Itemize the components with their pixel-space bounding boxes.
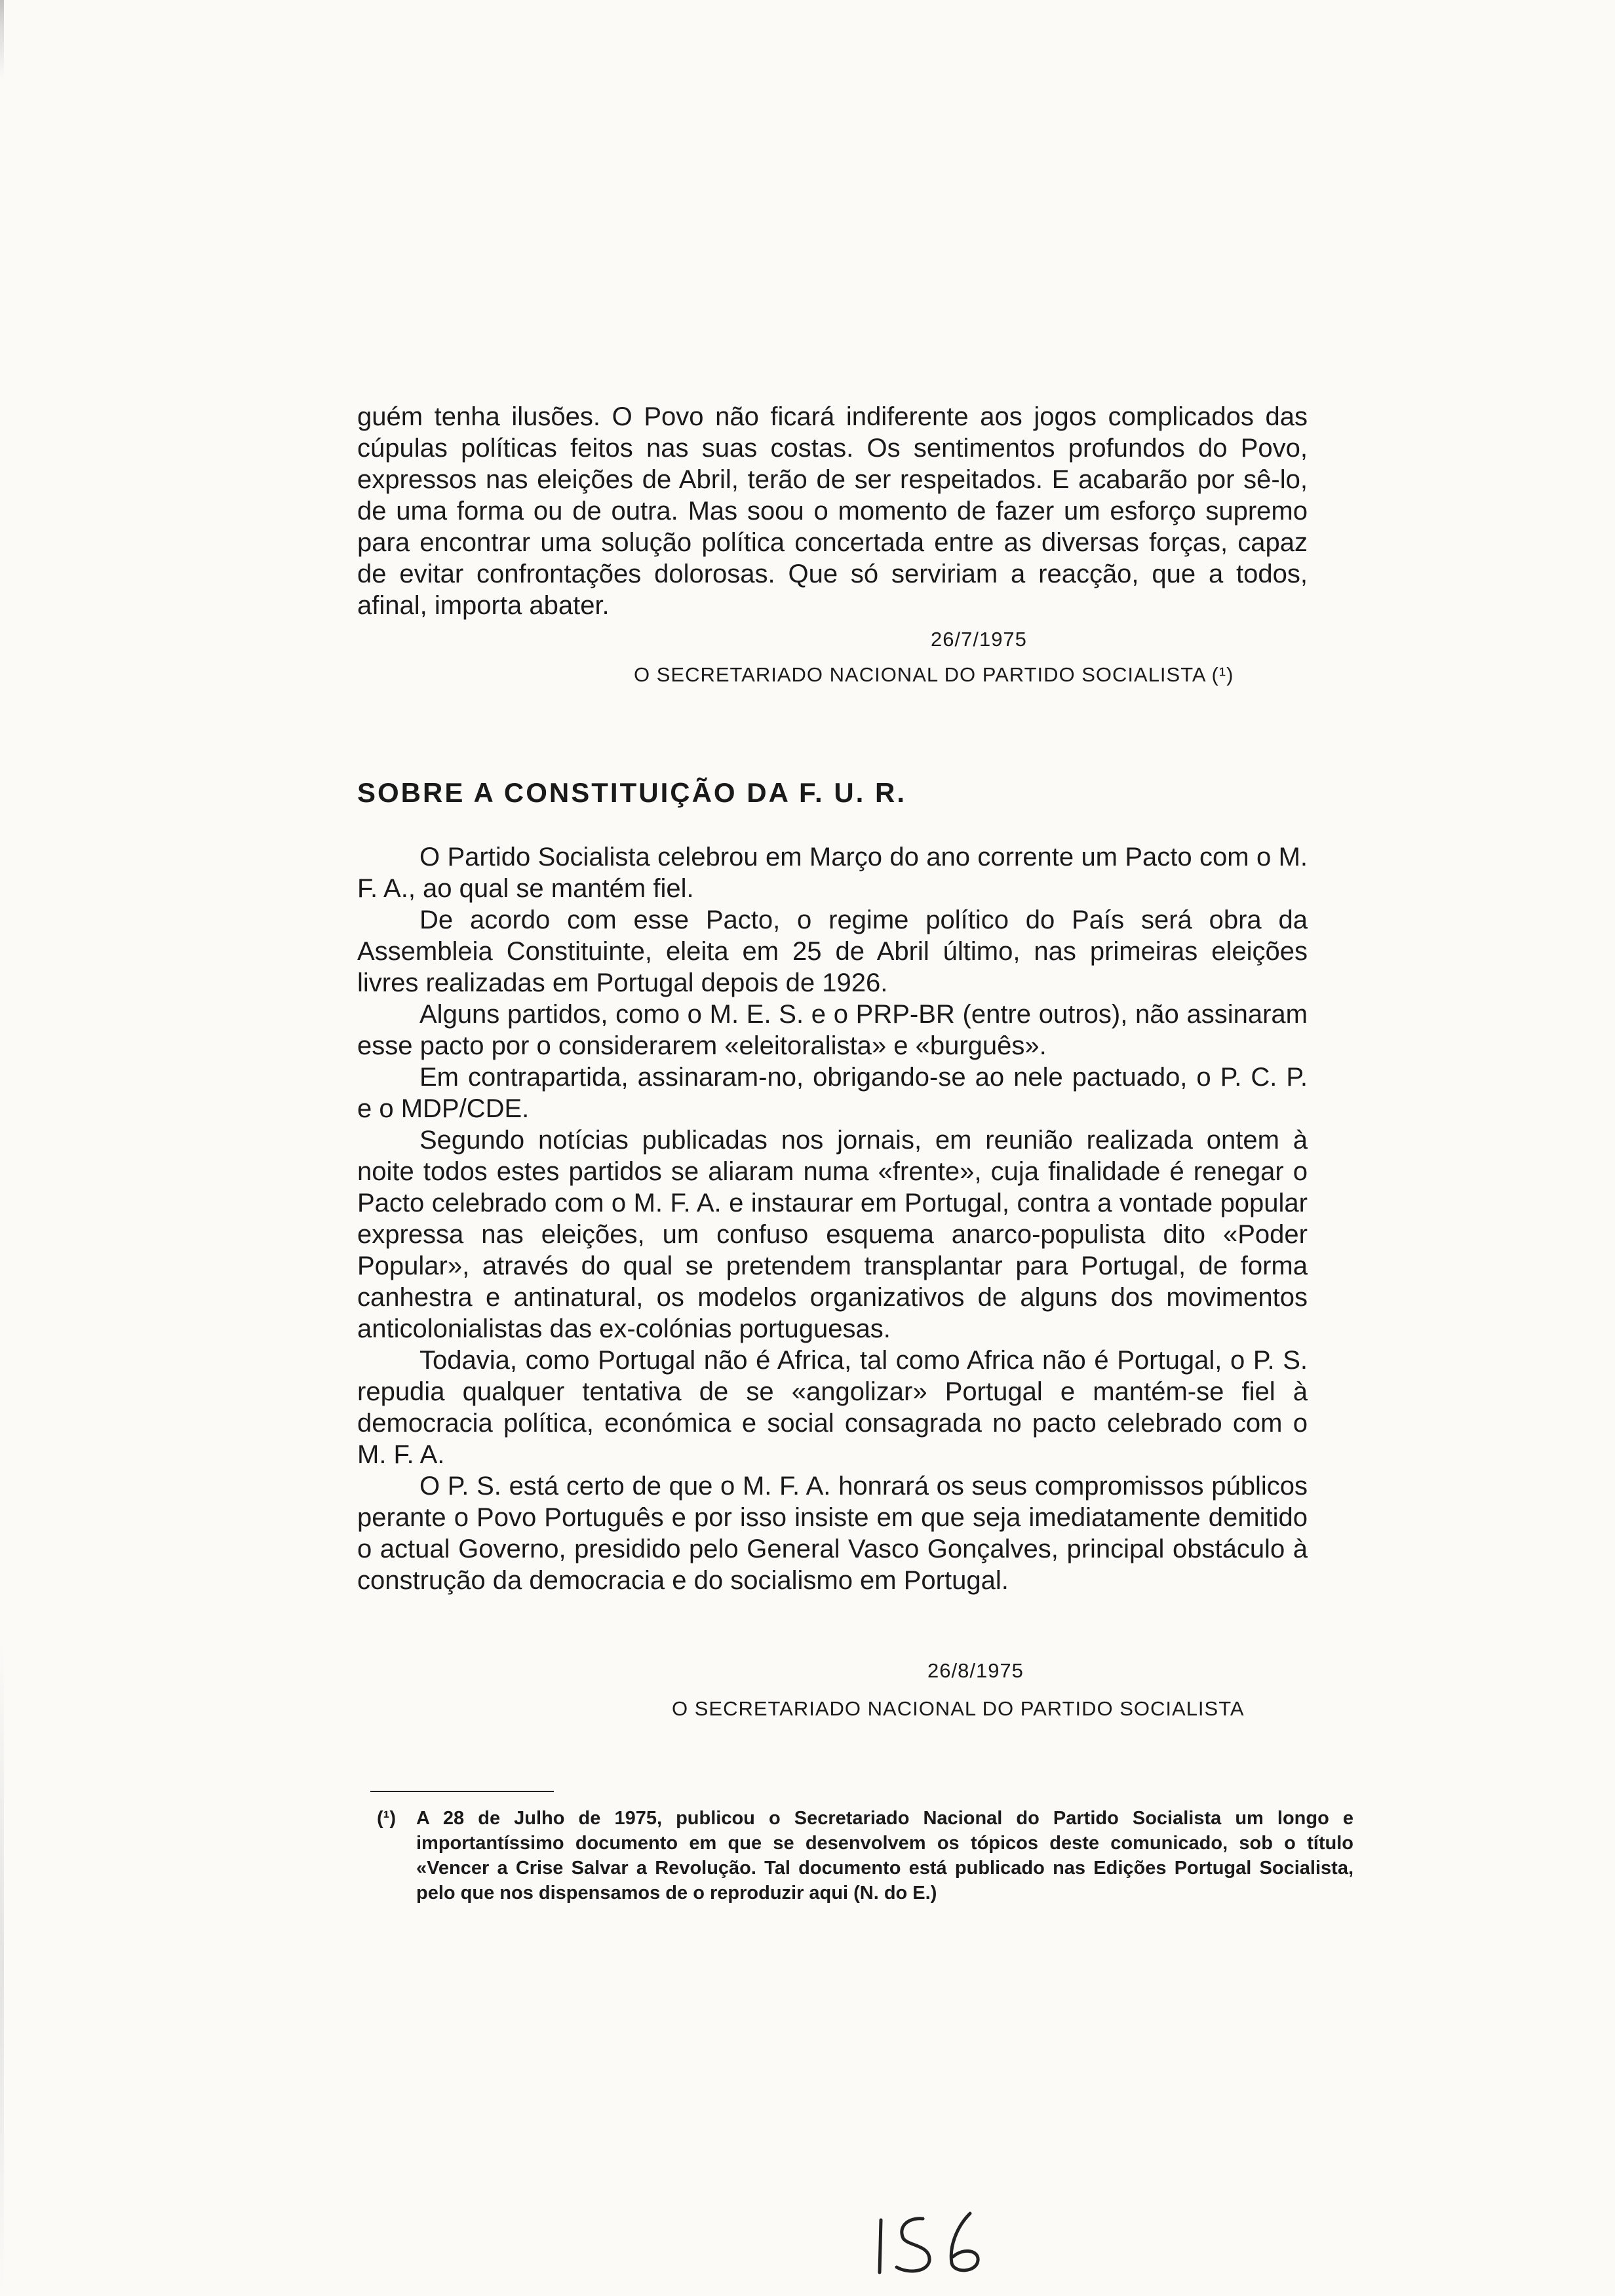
continuation-paragraph-block <box>357 401 1308 621</box>
footnote-text: A 28 de Julho de 1975, publicou o Secretariado Nacional do Partido Socialista um longo e importantíssimo documento em que se desenvolvem os tópicos deste comunicado, sob o título «Vencer a Crise Salvar a Revolução. Tal documento está publicado nas Edições Portugal Socialista, pelo que nos dispensamos de o reproduzir aqui (N. do E.) <box>416 1808 1353 1904</box>
body-paragraph: Segundo notícias publicadas nos jornais, em reunião realizada ontem à noite todos estes partidos se aliaram numa «frente», cuja finalidade é renegar o Pacto celebrado com o M. F. A. e instaurar em Portugal, contra a vontade popular expressa nas eleições, um confuso esquema anarco-populista dito «Poder Popular», através do qual se pretendem transplantar para Portugal, de forma canhestra e antinatural, os modelos organizativos de alguns dos movimentos anticolonialistas das ex-colónias portuguesas. <box>357 1126 1308 1343</box>
body-paragraph: O Partido Socialista celebrou em Março do ano corrente um Pacto com o M. F. A., ao qual se mantém fiel. <box>357 843 1308 903</box>
body-paragraph: De acordo com esse Pacto, o regime político do País será obra da Assembleia Constituinte, eleita em 25 de Abril último, nas primeiras eleições livres realizadas em Portugal depois de 1926. <box>357 906 1308 997</box>
section-heading: SOBRE A CONSTITUIÇÃO DA F. U. R. <box>357 777 907 808</box>
signature-signatory-1: O SECRETARIADO NACIONAL DO PARTIDO SOCIALISTA (¹) <box>634 663 1234 686</box>
signature-date-2: 26/8/1975 <box>927 1659 1024 1682</box>
footnote-divider <box>370 1791 554 1792</box>
footnote-marker: (¹) <box>377 1808 396 1829</box>
scan-edge-shadow <box>0 0 4 2296</box>
footnote <box>377 1806 1353 1905</box>
body-paragraph: Todavia, como Portugal não é Africa, tal como Africa não é Portugal, o P. S. repudia qualquer tentativa de se «angolizar» Portugal e mantém-se fiel à democracia política, económica e social consagrada no pacto celebrado com o M. F. A. <box>357 1346 1308 1469</box>
body-paragraph: O P. S. está certo de que o M. F. A. honrará os seus compromissos públicos perante o Povo Português e por isso insiste em que seja imediatamente demitido o actual Governo, presidido pelo General Vasco Gonçalves, principal obstáculo à construção da democracia e do socialismo em Portugal. <box>357 1472 1308 1595</box>
handwritten-page-number <box>872 2207 1003 2279</box>
continuation-paragraph: guém tenha ilusões. O Povo não ficará indiferente aos jogos complicados das cúpulas políticas feitos nas suas costas. Os sentimentos profundos do Povo, expressos nas eleições de Abril, terão de ser respeitados. E acabarão por sê-lo, de uma forma ou de outra. Mas soou o momento de fazer um esforço supremo para encontrar uma solução política concertada entre as diversas forças, capaz de evitar confrontações dolorosas. Que só serviriam a reacção, que a todos, afinal, importa abater. <box>357 402 1308 620</box>
body-paragraph: Alguns partidos, como o M. E. S. e o PRP-BR (entre outros), não assinaram esse pacto por o considerarem «eleitoralista» e «burguês». <box>357 1000 1308 1060</box>
signature-date-1: 26/7/1975 <box>931 628 1027 651</box>
communique-body <box>357 841 1308 1596</box>
signature-signatory-2: O SECRETARIADO NACIONAL DO PARTIDO SOCIALISTA <box>672 1697 1245 1720</box>
body-paragraph: Em contrapartida, assinaram-no, obrigando-se ao nele pactuado, o P. C. P. e o MDP/CDE. <box>357 1063 1308 1123</box>
